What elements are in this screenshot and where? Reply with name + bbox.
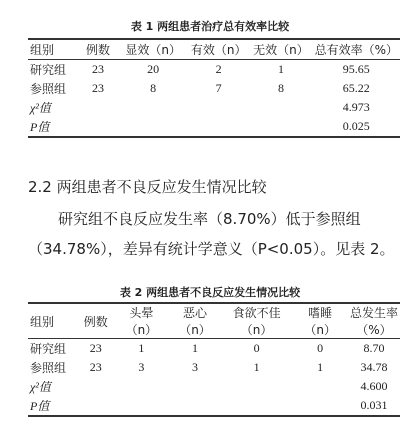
drowsiness-cell: 0 xyxy=(317,341,324,355)
group-cell: 研究组 xyxy=(30,63,67,77)
cases-cell: 23 xyxy=(91,62,104,76)
cases-cell: 23 xyxy=(89,360,102,374)
table-row xyxy=(28,79,400,98)
cases-cell: 23 xyxy=(89,341,102,355)
table2-unit-dizziness: （n） xyxy=(114,321,170,339)
table2-caption: 表 2 两组患者不良反应发生情况比较 xyxy=(119,286,301,299)
paragraph-line-1: 研究组不良反应发生率（8.70%）低于参照组 xyxy=(58,210,361,228)
effective-cell: 2 xyxy=(215,62,222,76)
chi2-value: 4.973 xyxy=(342,100,370,114)
table2-unit-total-rate: （%） xyxy=(348,321,400,339)
group-cell: 参照组 xyxy=(30,82,67,96)
table1-header-row xyxy=(28,39,400,60)
chi2-label: χ²值 xyxy=(30,101,51,115)
poor-appetite-cell: 1 xyxy=(253,360,260,374)
chi2-row xyxy=(28,377,400,396)
ineffective-cell: 8 xyxy=(277,81,284,95)
table1-header-ineffective: 无效（n） xyxy=(249,39,312,60)
table2-header-dizziness: 头晕 xyxy=(114,303,170,321)
group-cell: 参照组 xyxy=(30,361,67,375)
group-cell: 研究组 xyxy=(30,342,67,356)
table1 xyxy=(28,38,400,138)
excellent-cell: 20 xyxy=(147,62,160,76)
p-row xyxy=(28,396,400,416)
table2-header-cases: 例数 xyxy=(78,303,114,339)
effective-cell: 7 xyxy=(215,81,222,95)
table2-header-row-1 xyxy=(28,303,400,321)
drowsiness-cell: 1 xyxy=(317,360,324,374)
table-row xyxy=(28,358,400,377)
table2-header-poor-appetite: 食欲不佳 xyxy=(221,303,293,321)
p-value: 0.031 xyxy=(348,396,400,416)
table2-header-drowsiness: 嗜睡 xyxy=(292,303,348,321)
table-row xyxy=(28,339,400,359)
ineffective-cell: 1 xyxy=(277,62,284,76)
chi2-row xyxy=(28,98,400,117)
table2-header-nausea: 恶心 xyxy=(169,303,221,321)
poor-appetite-cell: 0 xyxy=(253,341,260,355)
total-rate-cell: 34.78 xyxy=(360,360,388,374)
table1-header-excellent: 显效（n） xyxy=(118,39,188,60)
p-label: P值 xyxy=(28,396,78,416)
p-row xyxy=(28,117,400,137)
nausea-cell: 1 xyxy=(191,341,198,355)
cases-cell: 23 xyxy=(91,81,104,95)
p-value: 0.025 xyxy=(313,117,400,137)
section-heading: 2.2 两组患者不良反应发生情况比较 xyxy=(28,178,267,196)
table1-header-group: 组别 xyxy=(28,39,78,60)
total-rate-cell: 8.70 xyxy=(363,341,385,355)
excellent-cell: 8 xyxy=(150,81,157,95)
table2-header-group: 组别 xyxy=(28,303,78,339)
table2-header-total-rate: 总发生率 xyxy=(348,303,400,321)
table2-unit-nausea: （n） xyxy=(169,321,221,339)
table-row xyxy=(28,60,400,80)
dizziness-cell: 3 xyxy=(138,360,145,374)
table2 xyxy=(28,302,400,417)
nausea-cell: 3 xyxy=(191,360,198,374)
total-rate-cell: 95.65 xyxy=(342,62,370,76)
table1-header-total-rate: 总有效率（%） xyxy=(313,39,400,60)
table1-header-cases: 例数 xyxy=(78,39,119,60)
table1-caption: 表 1 两组患者治疗总有效率比较 xyxy=(130,20,290,33)
total-rate-cell: 65.22 xyxy=(342,81,370,95)
table2-unit-drowsiness: （n） xyxy=(292,321,348,339)
p-label: P值 xyxy=(28,117,78,137)
chi2-label: χ²值 xyxy=(30,380,51,394)
chi2-value: 4.600 xyxy=(360,379,388,393)
paragraph-line-2: （34.78%），差异有统计学意义（P<0.05）。见表 2。 xyxy=(28,240,395,258)
table2-unit-poor-appetite: （n） xyxy=(221,321,293,339)
table1-header-effective: 有效（n） xyxy=(188,39,250,60)
dizziness-cell: 1 xyxy=(138,341,145,355)
